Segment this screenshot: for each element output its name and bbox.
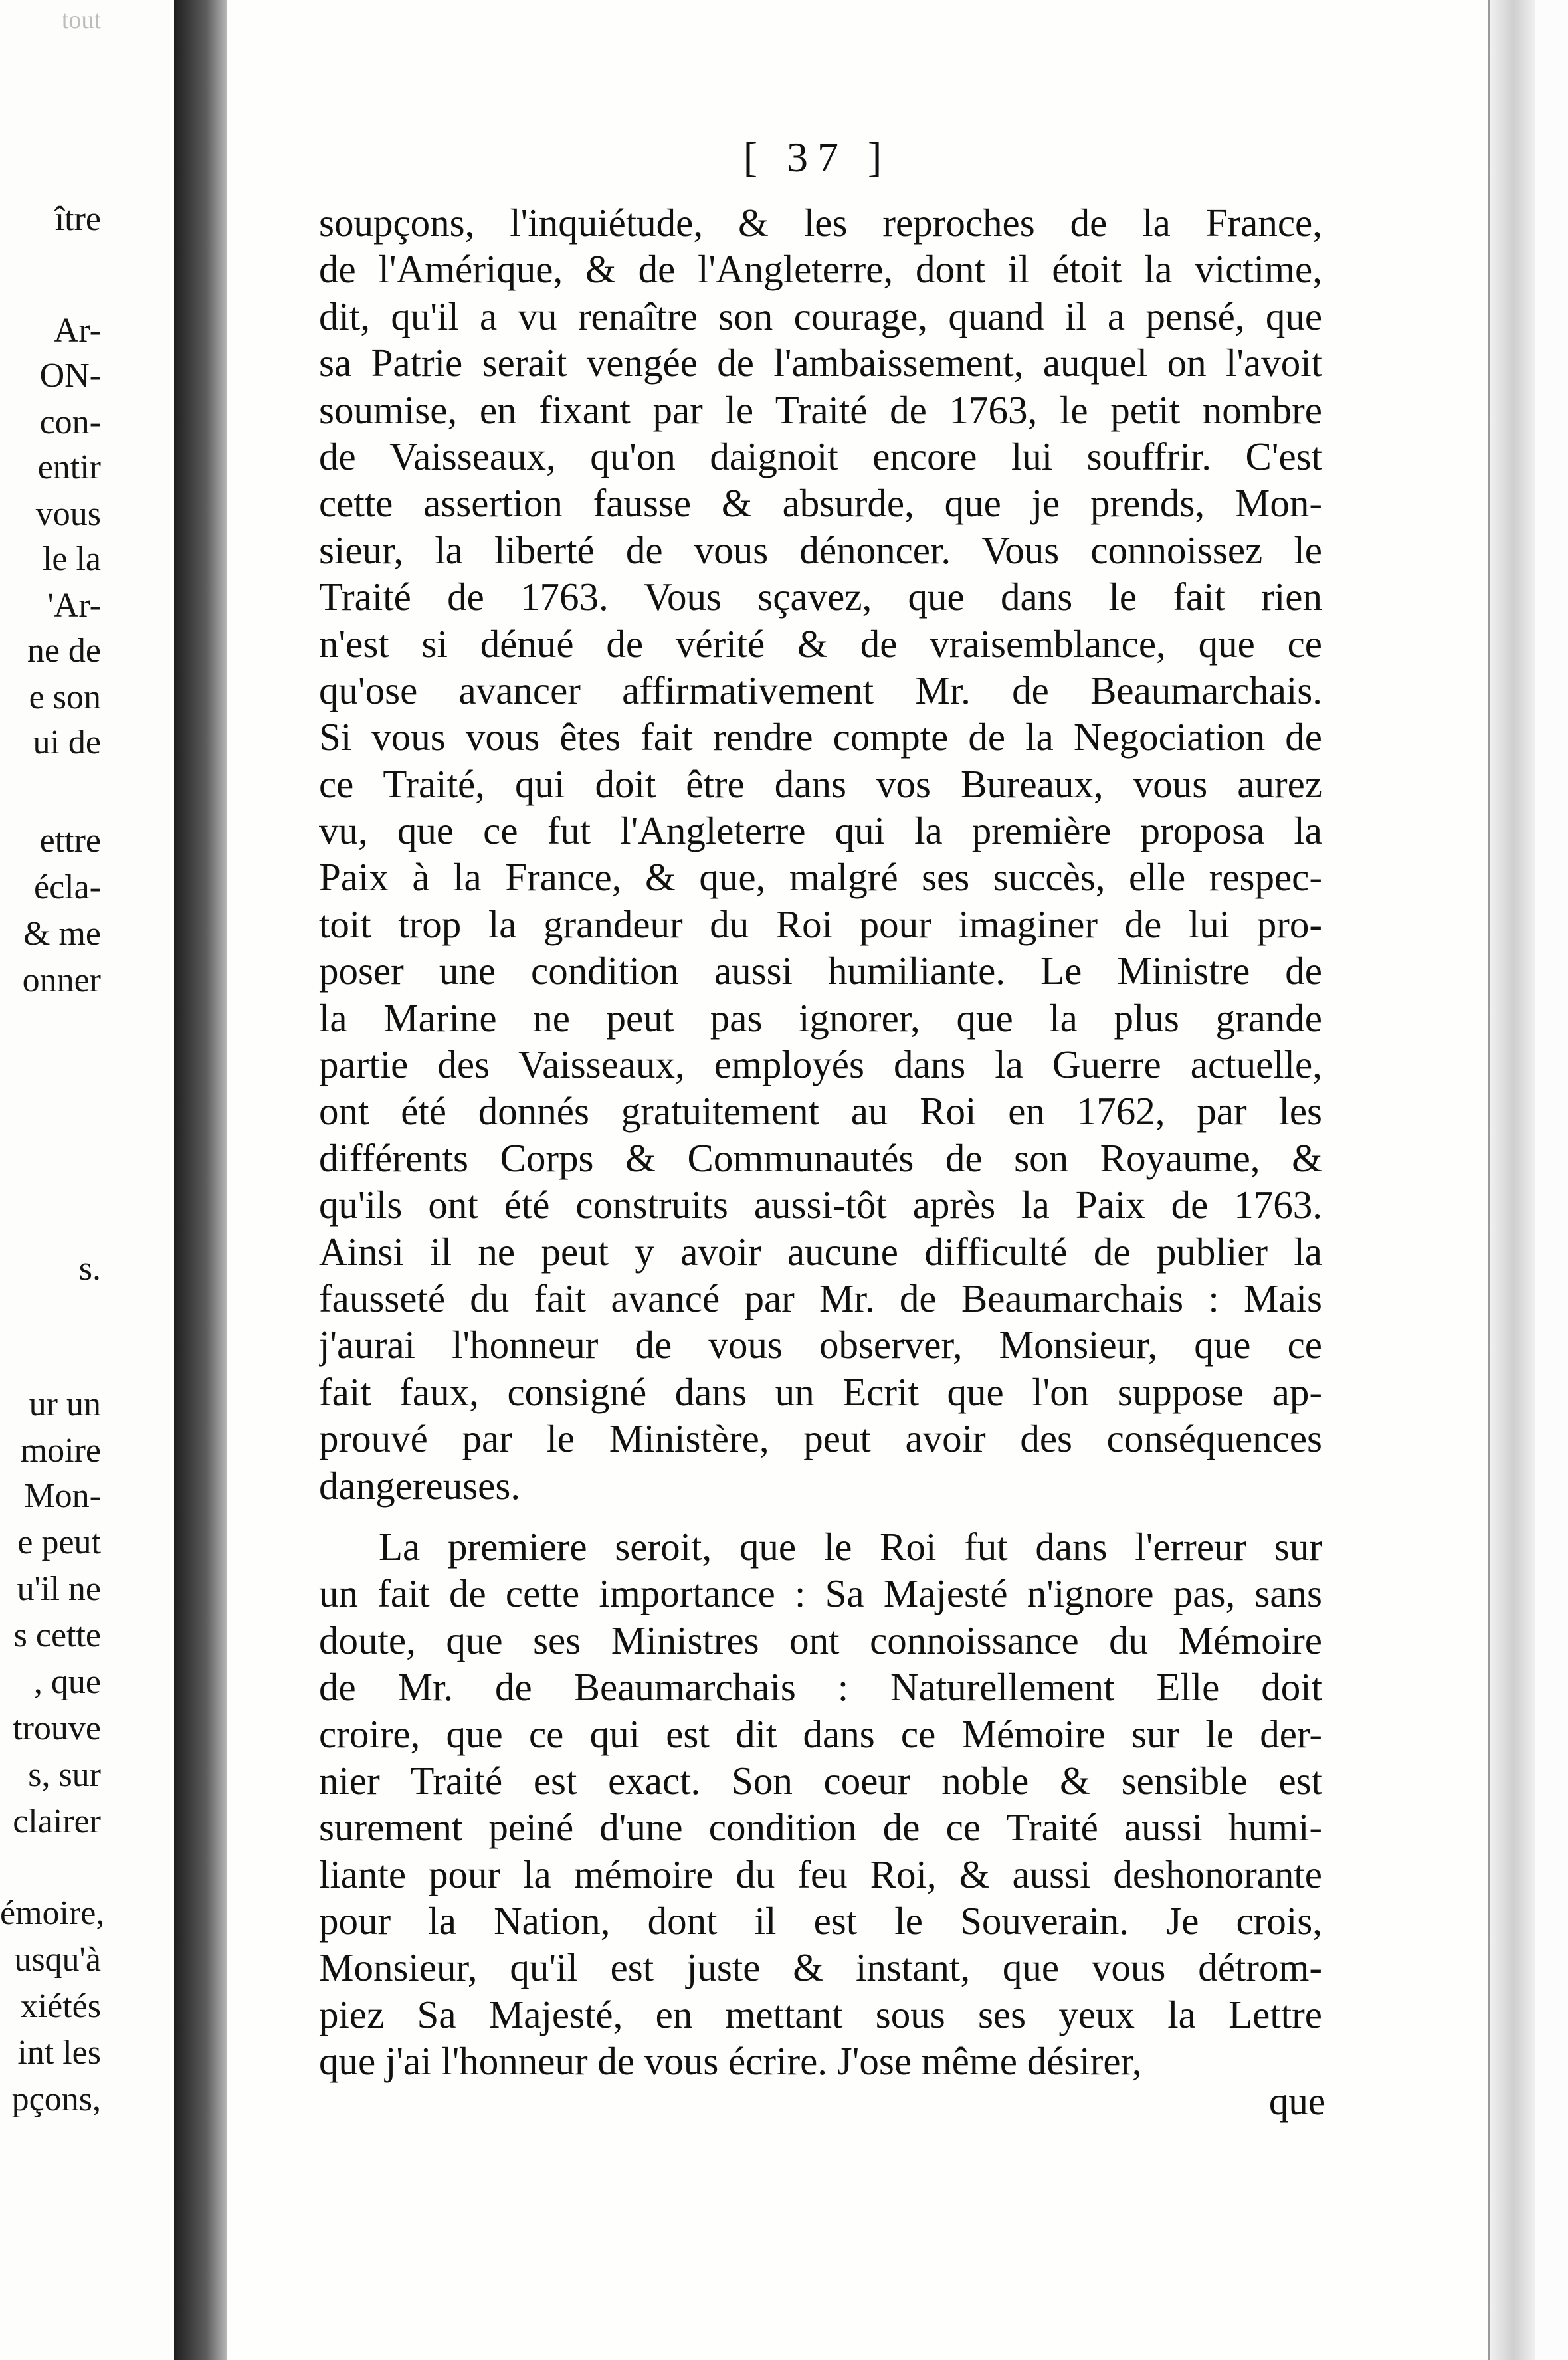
- left-page-line: trouve: [13, 1710, 101, 1747]
- text-line: un fait de cette importance : Sa Majesté n'ignore pas, sans: [319, 1571, 1322, 1616]
- text-line: prouvé par le Ministère, peut avoir des conséquences: [319, 1417, 1322, 1461]
- text-line: de Mr. de Beaumarchais : Naturellement Elle doit: [319, 1665, 1322, 1710]
- text-line: ce Traité, qui doit être dans vos Bureaux, vous aurez: [319, 761, 1322, 806]
- text-line: liante pour la mémoire du feu Roi, & aussi deshonorante: [319, 1852, 1322, 1896]
- left-page-line: & me: [23, 915, 101, 953]
- text-line: nier Traité est exact. Son coeur noble & sensible est: [319, 1758, 1322, 1803]
- text-line: dangereuses.: [319, 1463, 521, 1508]
- text-line: vu, que ce fut l'Angleterre qui la première proposa la: [319, 809, 1322, 853]
- text-line: cette assertion fausse & absurde, que je prends, Mon-: [319, 481, 1322, 526]
- left-page-line: écla-: [33, 868, 101, 906]
- text-line: qu'ils ont été construits aussi-tôt après la Paix de 1763.: [319, 1183, 1322, 1227]
- left-page-line: émoire,: [0, 1894, 105, 1932]
- text-line: Ainsi il ne peut y avoir aucune difficulté de publier la: [319, 1229, 1322, 1274]
- left-page-line: usqu'à: [14, 1941, 101, 1979]
- text-line: poser une condition aussi humiliante. Le Ministre de: [319, 949, 1322, 993]
- text-line: doute, que ses Ministres ont connoissance du Mémoire: [319, 1618, 1322, 1662]
- page-edge: [1488, 0, 1537, 2360]
- text-line: soumise, en fixant par le Traité de 1763, le petit nombre: [319, 387, 1322, 432]
- left-page-line: Ar-: [53, 312, 101, 349]
- text-line: pour la Nation, dont il est le Souverain. Je crois,: [319, 1899, 1322, 1943]
- left-page-line: vous: [35, 495, 101, 533]
- page-number: [ 37 ]: [743, 134, 892, 181]
- left-page-line: clairer: [13, 1803, 101, 1840]
- left-page-line: con-: [39, 403, 101, 441]
- text-line: toit trop la grandeur du Roi pour imaginer de lui pro-: [319, 902, 1322, 946]
- text-line: qu'ose avancer affirmativement Mr. de Beaumarchais.: [319, 668, 1322, 712]
- text-line: Monsieur, qu'il est juste & instant, que vous détrom-: [319, 1945, 1322, 1990]
- text-line: dit, qu'il a vu renaître son courage, quand il a pensé, que: [319, 294, 1322, 338]
- left-page-line: ne de: [27, 632, 101, 670]
- left-page-line: ON-: [39, 357, 101, 395]
- text-line: différents Corps & Communautés de son Royaume, &: [319, 1135, 1322, 1180]
- catchword: que: [1268, 2079, 1325, 2123]
- left-page-line: ître: [54, 200, 101, 238]
- left-page-line: ui de: [33, 724, 101, 761]
- right-margin: [1535, 0, 1568, 2360]
- text-line: piez Sa Majesté, en mettant sous ses yeux la Lettre: [319, 1992, 1322, 2036]
- text-line: que j'ai l'honneur de vous écrire. J'ose même désirer,: [319, 2039, 1142, 2084]
- text-line: la Marine ne peut pas ignorer, que la plus grande: [319, 995, 1322, 1040]
- text-line: j'aurai l'honneur de vous observer, Monsieur, que ce: [319, 1323, 1322, 1367]
- left-page-line: u'il ne: [17, 1570, 101, 1608]
- left-page-line: tout: [61, 6, 101, 34]
- text-line: fausseté du fait avancé par Mr. de Beaumarchais : Mais: [319, 1276, 1322, 1320]
- left-page-line: s cette: [13, 1617, 101, 1654]
- text-line: de Vaisseaux, qu'on daignoit encore lui souffrir. C'est: [319, 434, 1322, 478]
- left-facing-page: [0, 0, 178, 2360]
- text-line: ont été donnés gratuitement au Roi en 1762, par les: [319, 1089, 1322, 1133]
- text-line: Si vous vous êtes fait rendre compte de la Negociation de: [319, 715, 1322, 759]
- text-line: croire, que ce qui est dit dans ce Mémoire sur le der-: [319, 1712, 1322, 1756]
- text-line: de l'Amérique, & de l'Angleterre, dont il étoit la victime,: [319, 247, 1322, 292]
- left-page-line: Mon-: [24, 1477, 101, 1515]
- text-line: sa Patrie serait vengée de l'ambaissement, auquel on l'avoit: [319, 341, 1322, 385]
- left-page-line: ettre: [39, 822, 101, 860]
- text-line: soupçons, l'inquiétude, & les reproches de la France,: [319, 201, 1322, 245]
- left-page-line: int les: [17, 2034, 101, 2072]
- text-line: fait faux, consigné dans un Ecrit que l'on suppose ap-: [319, 1369, 1322, 1414]
- text-line: Paix à la France, & que, malgré ses succès, elle respec-: [319, 855, 1322, 900]
- text-line: n'est si dénué de vérité & de vraisemblance, que ce: [319, 621, 1322, 666]
- text-line: La premiere seroit, que le Roi fut dans l'erreur sur: [379, 1524, 1322, 1569]
- text-line: sieur, la liberté de vous dénoncer. Vous connoissez le: [319, 528, 1322, 572]
- book-gutter: [174, 0, 227, 2360]
- text-line: partie des Vaisseaux, employés dans la Guerre actuelle,: [319, 1042, 1322, 1087]
- left-page-line: le la: [42, 540, 101, 578]
- left-page-line: s.: [78, 1250, 101, 1288]
- left-page-line: , que: [33, 1663, 101, 1701]
- left-page-line: entir: [37, 448, 101, 486]
- text-line: Traité de 1763. Vous sçavez, que dans le fait rien: [319, 575, 1322, 619]
- left-page-line: e peut: [17, 1524, 101, 1561]
- left-page-line: moire: [20, 1432, 101, 1470]
- left-page-line: s, sur: [28, 1756, 101, 1794]
- text-line: surement peiné d'une condition de ce Traité aussi humi-: [319, 1805, 1322, 1850]
- left-page-line: e son: [29, 678, 101, 716]
- left-page-line: onner: [22, 961, 101, 999]
- left-page-line: 'Ar-: [47, 587, 101, 625]
- left-page-line: xiétés: [20, 1987, 101, 2025]
- left-page-line: ur un: [29, 1385, 101, 1423]
- body-text: [319, 199, 1322, 2085]
- left-page-line: pçons,: [11, 2080, 101, 2118]
